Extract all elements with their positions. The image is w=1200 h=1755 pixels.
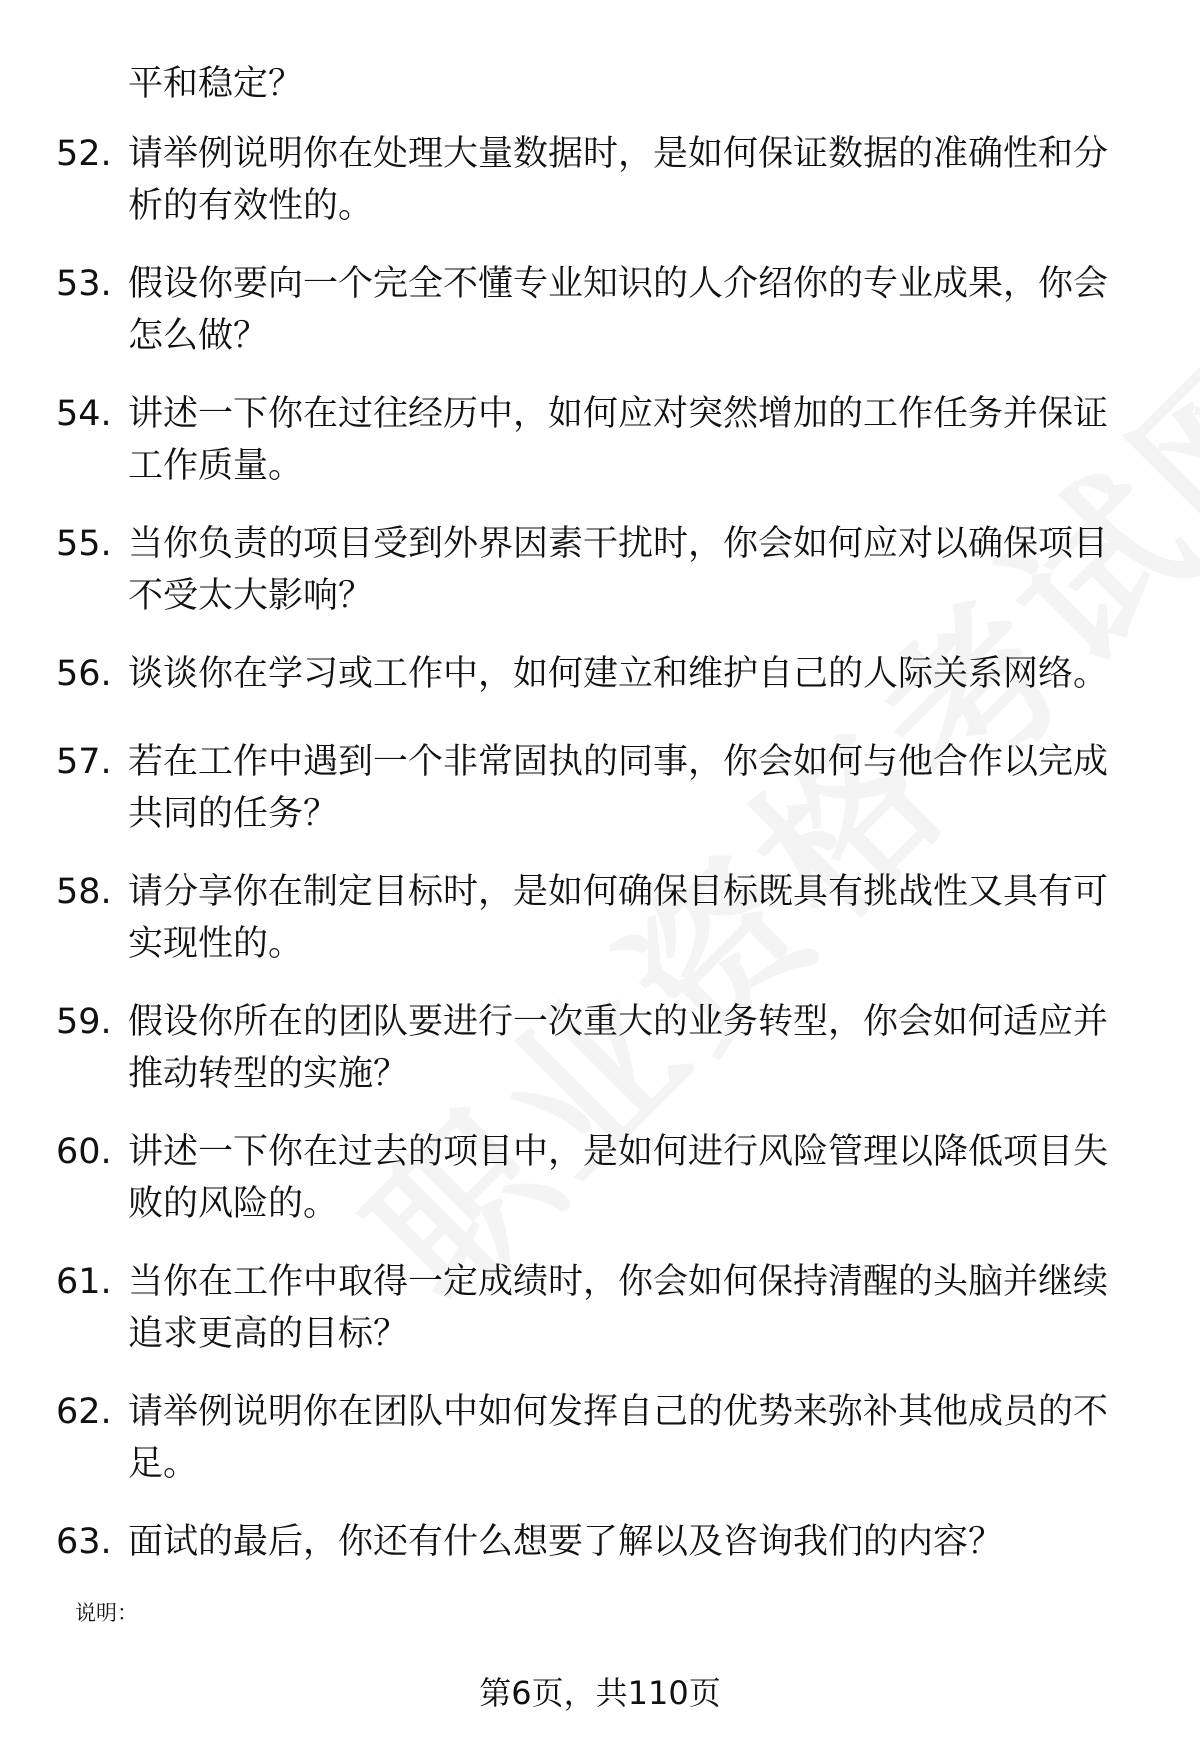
note-label: 说明： (75, 1601, 138, 1625)
question-number: 52. (56, 134, 112, 174)
question-number: 53. (56, 264, 112, 304)
question-number: 60. (56, 1132, 112, 1172)
question-text: 谈谈你在学习或工作中，如何建立和维护自己的人际关系网络。 (128, 654, 1109, 694)
question-text: 请举例说明你在团队中如何发挥自己的优势来弥补其他成员的不足。 (128, 1392, 1109, 1484)
question-text: 若在工作中遇到一个非常固执的同事，你会如何与他合作以完成共同的任务？ (128, 742, 1109, 834)
question-text: 请分享你在制定目标时，是如何确保目标既具有挑战性又具有可实现性的。 (128, 872, 1109, 964)
question-text: 假设你要向一个完全不懂专业知识的人介绍你的专业成果，你会怎么做？ (128, 264, 1109, 356)
previous-question-continuation: 平和稳定？ (128, 64, 304, 104)
question-number: 59. (56, 1002, 112, 1042)
question-text: 请举例说明你在处理大量数据时，是如何保证数据的准确性和分析的有效性的。 (128, 134, 1109, 226)
question-text: 当你负责的项目受到外界因素干扰时，你会如何应对以确保项目不受太大影响？ (128, 524, 1109, 616)
question-number: 63. (56, 1522, 112, 1562)
question-text: 当你在工作中取得一定成绩时，你会如何保持清醒的头脑并继续追求更高的目标？ (128, 1262, 1109, 1354)
question-number: 55. (56, 524, 112, 564)
page-footer: 第6页，共110页 (479, 1674, 721, 1712)
question-text: 讲述一下你在过去的项目中，是如何进行风险管理以降低项目失败的风险的。 (128, 1132, 1109, 1224)
question-number: 61. (56, 1262, 112, 1302)
question-number: 56. (56, 654, 112, 694)
question-text: 面试的最后，你还有什么想要了解以及咨询我们的内容？ (128, 1522, 1004, 1562)
question-text: 讲述一下你在过往经历中，如何应对突然增加的工作任务并保证工作质量。 (128, 394, 1109, 486)
question-text: 假设你所在的团队要进行一次重大的业务转型，你会如何适应并推动转型的实施？ (128, 1002, 1109, 1094)
question-number: 58. (56, 872, 112, 912)
question-number: 57. (56, 742, 112, 782)
question-number: 62. (56, 1392, 112, 1432)
question-number: 54. (56, 394, 112, 434)
